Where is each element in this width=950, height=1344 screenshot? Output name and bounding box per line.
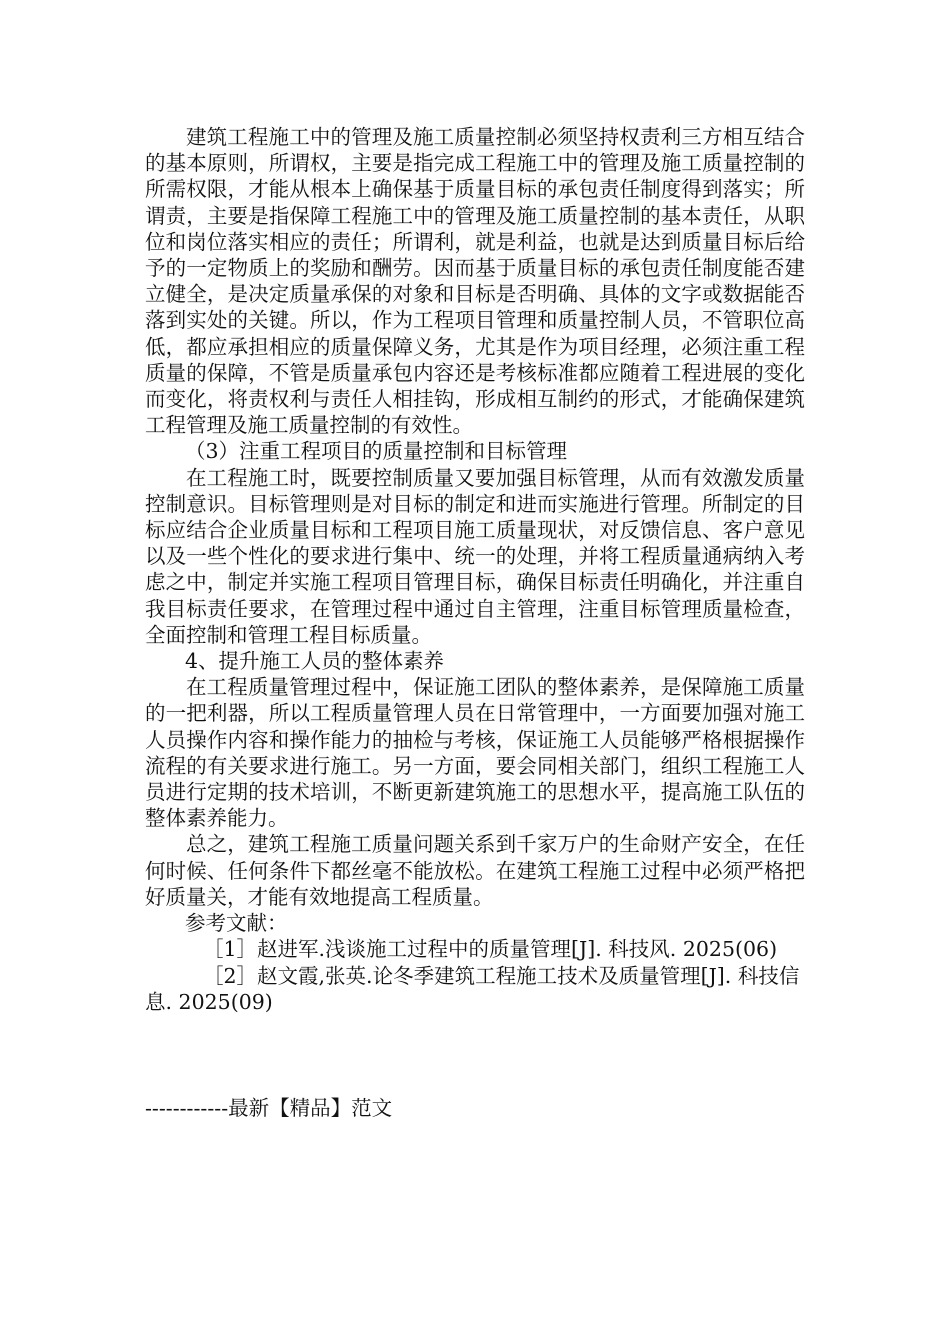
paragraph-conclusion: 总之，建筑工程施工质量问题关系到千家万户的生命财产安全，在任何时候、任何条件下都丝毫不能放松。在建筑工程施工过程中必须严格把好质量关，才能有效地提高工程质量。 [145, 832, 805, 909]
footer-label: ------------最新【精品】范文 [145, 1096, 393, 1120]
references-heading: 参考文献： [185, 911, 288, 936]
paragraph-responsibility: 建筑工程施工中的管理及施工质量控制必须坚持权责利三方相互结合的基本原则，所谓权，主要是指完成工程施工中的管理及施工质量控制的所需权限，才能从根本上确保基于质量目标的承包责任制度得到落实；所谓责，主要是指保障工程施工中的管理及施工质量控制的基本责任，从职位和岗位落实相应的责任；所谓利，就是利益，也就是达到质量目标后给予的一定物质上的奖励和酬劳。因而基于质量目标的承包责任制度能否建立健全，是决定质量承保的对象和目标是否明确、具体的文字或数据能否落到实处的关键。所以，作为工程项目管理和质量控制人员，不管职位高低，都应承担相应的质量保障义务，尤其是作为项目经理，必须注重工程质量的保障，不管是质量承包内容还是考核标准都应随着工程进展的变化而变化，将责权利与责任人相挂钩，形成相互制约的形式，才能确保建筑工程管理及施工质量控制的有效性。 [145, 125, 805, 438]
section-heading-4: 4、提升施工人员的整体素养 [185, 649, 445, 674]
reference-item-1: ［1］赵进军.浅谈施工过程中的质量管理[J]. 科技风. 2025(06) [203, 937, 778, 962]
section-heading-3: （3）注重工程项目的质量控制和目标管理 [185, 439, 568, 464]
document-body [145, 124, 805, 1015]
reference-item-2: ［2］赵文霞,张英.论冬季建筑工程施工技术及质量管理[J]. 科技信息. 2025(09) [145, 963, 800, 1014]
paragraph-target-management: 在工程施工时，既要控制质量又要加强目标管理，从而有效激发质量控制意识。目标管理则是对目标的制定和进而实施进行管理。所制定的目标应结合企业质量目标和工程项目施工质量现状，对反馈信息、客户意见以及一些个性化的要求进行集中、统一的处理，并将工程质量通病纳入考虑之中，制定并实施工程项目管理目标，确保目标责任明确化，并注重自我目标责任要求，在管理过程中通过自主管理，注重目标管理质量检查，全面控制和管理工程目标质量。 [145, 465, 805, 647]
paragraph-worker-quality: 在工程质量管理过程中，保证施工团队的整体素养，是保障施工质量的一把利器，所以工程质量管理人员在日常管理中，一方面要加强对施工人员操作内容和操作能力的抽检与考核，保证施工人员能够严格根据操作流程的有关要求进行施工。另一方面，要会同相关部门，组织工程施工人员进行定期的技术培训，不断更新建筑施工的思想水平，提高施工队伍的整体素养能力。 [145, 675, 805, 831]
